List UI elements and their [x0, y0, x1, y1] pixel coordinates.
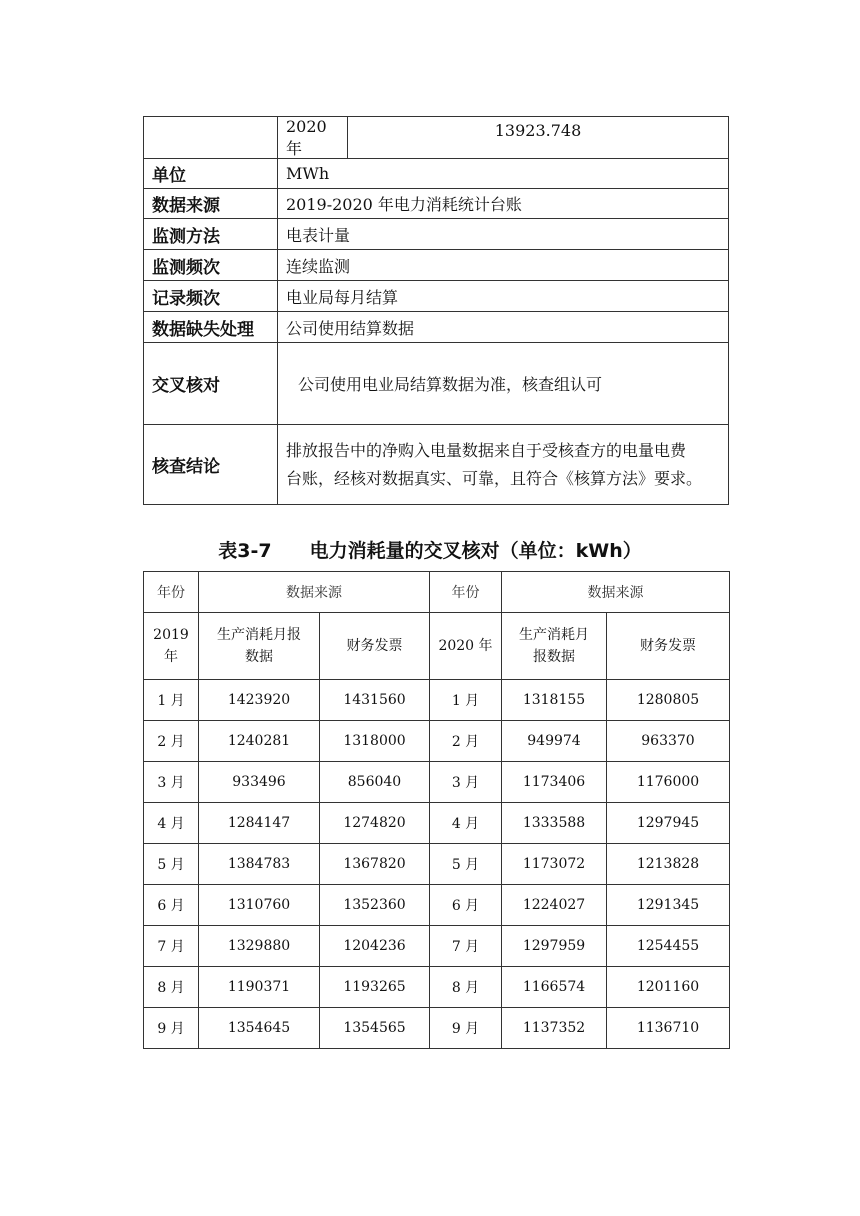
row-value: MWh: [278, 159, 729, 189]
month-2020-cell: 8 月: [430, 967, 502, 1008]
month-2020-cell: 7 月: [430, 926, 502, 967]
row-label: 数据来源: [144, 189, 278, 219]
month-2019-cell: 1 月: [144, 680, 199, 721]
invoice-2020-cell: 1176000: [607, 762, 730, 803]
year-total-value: 13923.748: [494, 121, 582, 140]
info-table: [143, 116, 729, 505]
month-2020-cell: 5 月: [430, 844, 502, 885]
table-row: [144, 721, 730, 762]
report-2019-cell: 1284147: [199, 803, 320, 844]
header-source-2019: 数据来源: [199, 572, 430, 613]
row-label: 监测方法: [144, 219, 278, 250]
subheader-monthly-report-2019: 生产消耗月报 数据: [199, 613, 320, 680]
invoice-2020-cell: 1291345: [607, 885, 730, 926]
year-text: 2020 年: [278, 117, 348, 158]
table-row: [144, 885, 730, 926]
invoice-2020-cell: 1201160: [607, 967, 730, 1008]
report-2019-cell: 1354645: [199, 1008, 320, 1049]
info-row: [144, 281, 729, 312]
table-row: [144, 844, 730, 885]
subheader-monthly-report-2020: 生产消耗月 报数据: [502, 613, 607, 680]
subheader-row: [144, 613, 730, 680]
month-2020-cell: 6 月: [430, 885, 502, 926]
conclusion-line-1: 排放报告中的净购入电量数据来自于受核查方的电量电费: [286, 440, 687, 460]
header-row: [144, 572, 730, 613]
cross-check-value: 公司使用电业局结算数据为准，核查组认可: [278, 343, 729, 425]
info-row: [144, 159, 729, 189]
month-2019-cell: 6 月: [144, 885, 199, 926]
report-2019-cell: 1329880: [199, 926, 320, 967]
invoice-2019-cell: 1352360: [320, 885, 430, 926]
report-2020-cell: 1166574: [502, 967, 607, 1008]
row-value: 2019-2020 年电力消耗统计台账: [278, 189, 729, 219]
year-value-row: [144, 117, 729, 159]
table-caption: [0, 536, 860, 563]
info-row: [144, 312, 729, 343]
report-2020-cell: 1173072: [502, 844, 607, 885]
invoice-2019-cell: 856040: [320, 762, 430, 803]
report-2020-cell: 1224027: [502, 885, 607, 926]
report-2019-cell: 933496: [199, 762, 320, 803]
table-row: [144, 680, 730, 721]
month-2019-cell: 4 月: [144, 803, 199, 844]
conclusion-label: 核查结论: [144, 425, 278, 505]
month-2020-cell: 1 月: [430, 680, 502, 721]
month-2020-cell: 3 月: [430, 762, 502, 803]
caption-title: 电力消耗量的交叉核对（单位：kWh）: [309, 540, 642, 562]
month-2019-cell: 3 月: [144, 762, 199, 803]
header-year-2020: 年份: [430, 572, 502, 613]
cross-check-label: 交叉核对: [144, 343, 278, 425]
invoice-2019-cell: 1354565: [320, 1008, 430, 1049]
report-2020-cell: 1318155: [502, 680, 607, 721]
row-value: 电表计量: [278, 219, 729, 250]
row-label: 监测频次: [144, 250, 278, 281]
caption-number: 表3-7: [218, 540, 272, 562]
conclusion-row: [144, 425, 729, 505]
report-2019-cell: 1423920: [199, 680, 320, 721]
info-row: [144, 189, 729, 219]
invoice-2019-cell: 1367820: [320, 844, 430, 885]
row-value: 电业局每月结算: [278, 281, 729, 312]
invoice-2020-cell: 1213828: [607, 844, 730, 885]
conclusion-line-2: 台账，经核对数据真实、可靠，且符合《核算方法》要求。: [286, 468, 703, 488]
month-2019-cell: 9 月: [144, 1008, 199, 1049]
report-2020-cell: 1137352: [502, 1008, 607, 1049]
month-2019-cell: 5 月: [144, 844, 199, 885]
invoice-2019-cell: 1318000: [320, 721, 430, 762]
info-row: [144, 250, 729, 281]
table-row: [144, 926, 730, 967]
header-year-2019: 年份: [144, 572, 199, 613]
invoice-2020-cell: 1297945: [607, 803, 730, 844]
table-row: [144, 1008, 730, 1049]
row-label: 单位: [144, 159, 278, 189]
month-2020-cell: 2 月: [430, 721, 502, 762]
info-row: [144, 219, 729, 250]
subheader-invoice-2020: 财务发票: [607, 613, 730, 680]
consumption-table: [143, 571, 730, 1049]
invoice-2019-cell: 1193265: [320, 967, 430, 1008]
subheader-year-2019: 2019 年: [144, 613, 199, 680]
invoice-2020-cell: 1136710: [607, 1008, 730, 1049]
invoice-2020-cell: 1280805: [607, 680, 730, 721]
month-2020-cell: 9 月: [430, 1008, 502, 1049]
report-2020-cell: 949974: [502, 721, 607, 762]
report-2020-cell: 1173406: [502, 762, 607, 803]
row-label: 记录频次: [144, 281, 278, 312]
row-label: 数据缺失处理: [144, 312, 278, 343]
empty-label-cell: [144, 117, 278, 159]
invoice-2020-cell: 1254455: [607, 926, 730, 967]
row-value: 公司使用结算数据: [278, 312, 729, 343]
report-2019-cell: 1190371: [199, 967, 320, 1008]
report-2019-cell: 1310760: [199, 885, 320, 926]
report-2019-cell: 1384783: [199, 844, 320, 885]
invoice-2020-cell: 963370: [607, 721, 730, 762]
month-2020-cell: 4 月: [430, 803, 502, 844]
invoice-2019-cell: 1274820: [320, 803, 430, 844]
table-row: [144, 762, 730, 803]
cross-check-row: [144, 343, 729, 425]
subheader-invoice-2019: 财务发票: [320, 613, 430, 680]
month-2019-cell: 2 月: [144, 721, 199, 762]
header-source-2020: 数据来源: [502, 572, 730, 613]
subheader-year-2020: 2020 年: [430, 613, 502, 680]
report-2020-cell: 1297959: [502, 926, 607, 967]
invoice-2019-cell: 1204236: [320, 926, 430, 967]
report-2020-cell: 1333588: [502, 803, 607, 844]
table-row: [144, 967, 730, 1008]
month-2019-cell: 7 月: [144, 926, 199, 967]
report-2019-cell: 1240281: [199, 721, 320, 762]
table-row: [144, 803, 730, 844]
month-2019-cell: 8 月: [144, 967, 199, 1008]
invoice-2019-cell: 1431560: [320, 680, 430, 721]
row-value: 连续监测: [278, 250, 729, 281]
